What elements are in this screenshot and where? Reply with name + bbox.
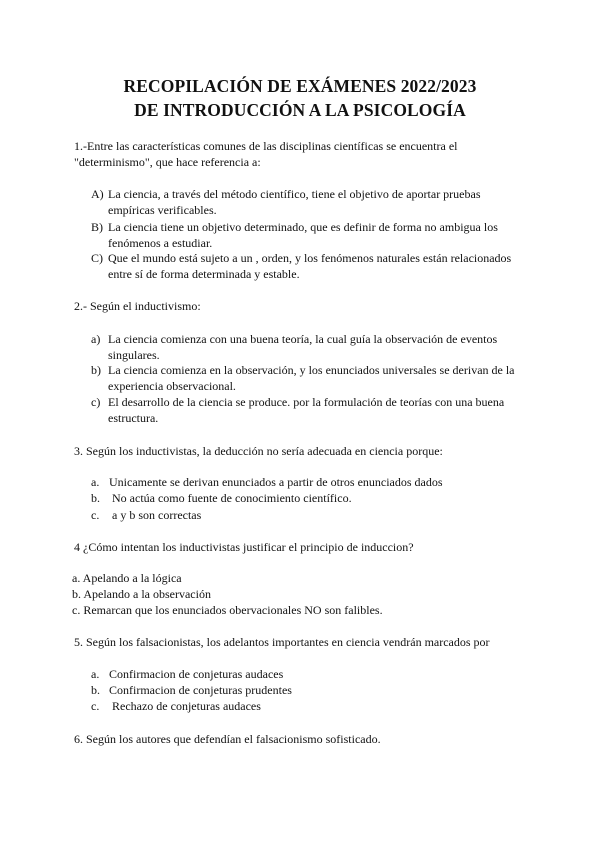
option-text: Confirmacion de conjeturas prudentes — [109, 683, 292, 697]
option-text-line-1: Que el mundo está sujeto a un , orden, y los fenómenos naturales están relacionados — [108, 251, 512, 265]
option-text-line-1: La ciencia comienza en la observación, y los enunciados universales se derivan de la — [108, 363, 515, 377]
option-text-line-2: estructura. — [108, 411, 159, 425]
option-label: c) — [91, 395, 101, 409]
question-1-option-c — [91, 250, 531, 282]
question-4-text: 4 ¿Cómo intentan los inductivistas justificar el principio de induccion? — [74, 540, 414, 554]
question-4-option-c: c. Remarcan que los enunciados obervacionales NO son falibles. — [72, 603, 383, 617]
question-5-option-c — [91, 698, 531, 714]
question-3-option-a — [91, 474, 531, 490]
question-2-text: 2.- Según el inductivismo: — [74, 299, 201, 313]
option-label: b. — [91, 683, 100, 697]
question-2-option-a — [91, 331, 531, 363]
option-text: Rechazo de conjeturas audaces — [109, 699, 261, 713]
option-text-line-1: El desarrollo de la ciencia se produce. por la formulación de teorías con una buena — [108, 395, 505, 409]
question-3-option-c — [91, 507, 531, 523]
question-3-text: 3. Según los inductivistas, la deducción no sería adecuada en ciencia porque: — [74, 444, 443, 458]
option-text-line-1: La ciencia comienza con una buena teoría, la cual guía la observación de eventos — [108, 332, 498, 346]
option-text: Unicamente se derivan enunciados a partir de otros enunciados dados — [109, 475, 443, 489]
option-label: a) — [91, 332, 101, 346]
question-3-option-b — [91, 490, 531, 506]
question-1-option-a — [91, 186, 531, 218]
question-5-option-b — [91, 682, 531, 698]
question-5-option-a — [91, 666, 531, 682]
question-2-option-b — [91, 362, 531, 394]
document-title-line-2: DE INTRODUCCIÓN A LA PSICOLOGÍA — [134, 100, 466, 120]
option-label: b) — [91, 363, 101, 377]
option-text: Confirmacion de conjeturas audaces — [109, 667, 284, 681]
option-text-line-1: La ciencia tiene un objetivo determinado, que es definir de forma no ambigua los — [108, 220, 498, 234]
question-6-text: 6. Según los autores que defendían el falsacionismo sofisticado. — [74, 732, 381, 746]
document-title-line-1: RECOPILACIÓN DE EXÁMENES 2022/2023 — [123, 76, 477, 96]
question-1-text-line-1: 1.-Entre las características comunes de las disciplinas científicas se encuentra el — [74, 139, 458, 153]
option-label: C) — [91, 251, 103, 265]
option-text-line-1: La ciencia, a través del método científico, tiene el objetivo de aportar pruebas — [108, 187, 481, 201]
question-4-option-b: b. Apelando a la observación — [72, 587, 211, 601]
option-label: A) — [91, 187, 104, 201]
question-4-option-a: a. Apelando a la lógica — [72, 571, 182, 585]
option-text-line-2: experiencia observacional. — [108, 379, 236, 393]
option-text: No actúa como fuente de conocimiento científico. — [109, 491, 352, 505]
question-1 — [74, 138, 458, 170]
question-2-option-c — [91, 394, 531, 426]
option-text: a y b son correctas — [109, 508, 202, 522]
option-label: B) — [91, 220, 103, 234]
option-label: c. — [91, 508, 100, 522]
question-5-text: 5. Según los falsacionistas, los adelantos importantes en ciencia vendrán marcados por — [74, 635, 490, 649]
option-text-line-2: empíricas verificables. — [108, 203, 217, 217]
option-text-line-2: singulares. — [108, 348, 160, 362]
option-text-line-2: fenómenos a estudiar. — [108, 236, 213, 250]
option-label: c. — [91, 699, 100, 713]
question-1-option-b — [91, 219, 531, 251]
option-label: a. — [91, 475, 100, 489]
option-label: a. — [91, 667, 100, 681]
option-label: b. — [91, 491, 100, 505]
option-text-line-2: entre sí de forma determinada y estable. — [108, 267, 300, 281]
question-1-text-line-2: "determinismo", que hace referencia a: — [74, 155, 261, 169]
